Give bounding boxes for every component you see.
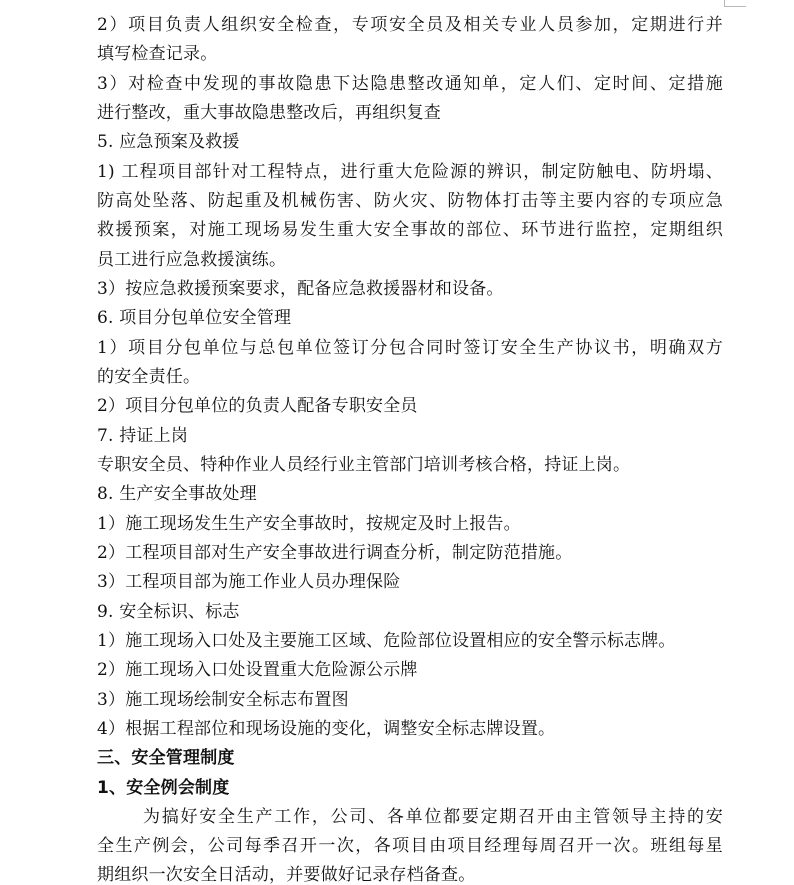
section-heading: 8. 生产安全事故处理 — [97, 484, 257, 504]
text-line: 填写检查记录。 — [97, 44, 218, 64]
text-line: 1) 工程项目部针对工程特点，进行重大危险源的辨识，制定防触电、防坍塌、 — [97, 162, 723, 182]
text-line: 员工进行应急救援演练。 — [97, 250, 287, 270]
section-heading: 7. 持证上岗 — [97, 426, 189, 446]
text-line: 2）项目分包单位的负责人配备专职安全员 — [97, 396, 418, 416]
text-line: 3）施工现场绘制安全标志布置图 — [97, 690, 349, 710]
subsection-heading: 1、安全例会制度 — [97, 778, 230, 798]
text-line: 全生产例会，公司每季召开一次，各项目由项目经理每周召开一次。班组每星 — [97, 836, 723, 856]
text-line: 防高处坠落、防起重及机械伤害、防火灾、防物体打击等主要内容的专项应急 — [97, 191, 723, 211]
text-line: 3）对检查中发现的事故隐患下达隐患整改通知单，定人们、定时间、定措施 — [97, 74, 723, 94]
section-heading: 9. 安全标识、标志 — [97, 602, 240, 622]
text-line-clipped: 期组织一次安全日活动，并要做好记录存档备查。 — [97, 865, 476, 885]
section-heading: 6. 项目分包单位安全管理 — [97, 308, 292, 328]
text-line: 2）施工现场入口处设置重大危险源公示牌 — [97, 660, 418, 680]
text-line: 1）施工现场入口处及主要施工区域、危险部位设置相应的安全警示标志牌。 — [97, 631, 676, 651]
paragraph-first-line: 为搞好安全生产工作，公司、各单位都要定期召开由主管领导主持的安 — [143, 807, 723, 827]
text-line: 的安全责任。 — [97, 367, 201, 387]
text-line: 3）按应急救援预案要求，配备应急救援器材和设备。 — [97, 279, 504, 299]
text-line: 2）工程项目部对生产安全事故进行调查分析，制定防范措施。 — [97, 543, 573, 563]
text-line: 救援预案，对施工现场易发生重大安全事故的部位、环节进行监控，定期组织 — [97, 220, 723, 240]
text-line: 4）根据工程部位和现场设施的变化，调整安全标志牌设置。 — [97, 719, 556, 739]
chapter-heading: 三、安全管理制度 — [97, 748, 235, 768]
page-corner-mark — [724, 6, 746, 7]
text-line: 进行整改，重大事故隐患整改后，再组织复查 — [97, 103, 441, 123]
text-line: 3）工程项目部为施工作业人员办理保险 — [97, 572, 401, 592]
text-line: 专职安全员、特种作业人员经行业主管部门培训考核合格，持证上岗。 — [97, 455, 631, 475]
text-line: 1）施工现场发生生产安全事故时，按规定及时上报告。 — [97, 514, 521, 534]
text-line: 1）项目分包单位与总包单位签订分包合同时签订安全生产协议书，明确双方 — [97, 338, 723, 358]
section-heading: 5. 应急预案及救援 — [97, 132, 240, 152]
text-line: 2）项目负责人组织安全检查，专项安全员及相关专业人员参加，定期进行并 — [97, 15, 723, 35]
